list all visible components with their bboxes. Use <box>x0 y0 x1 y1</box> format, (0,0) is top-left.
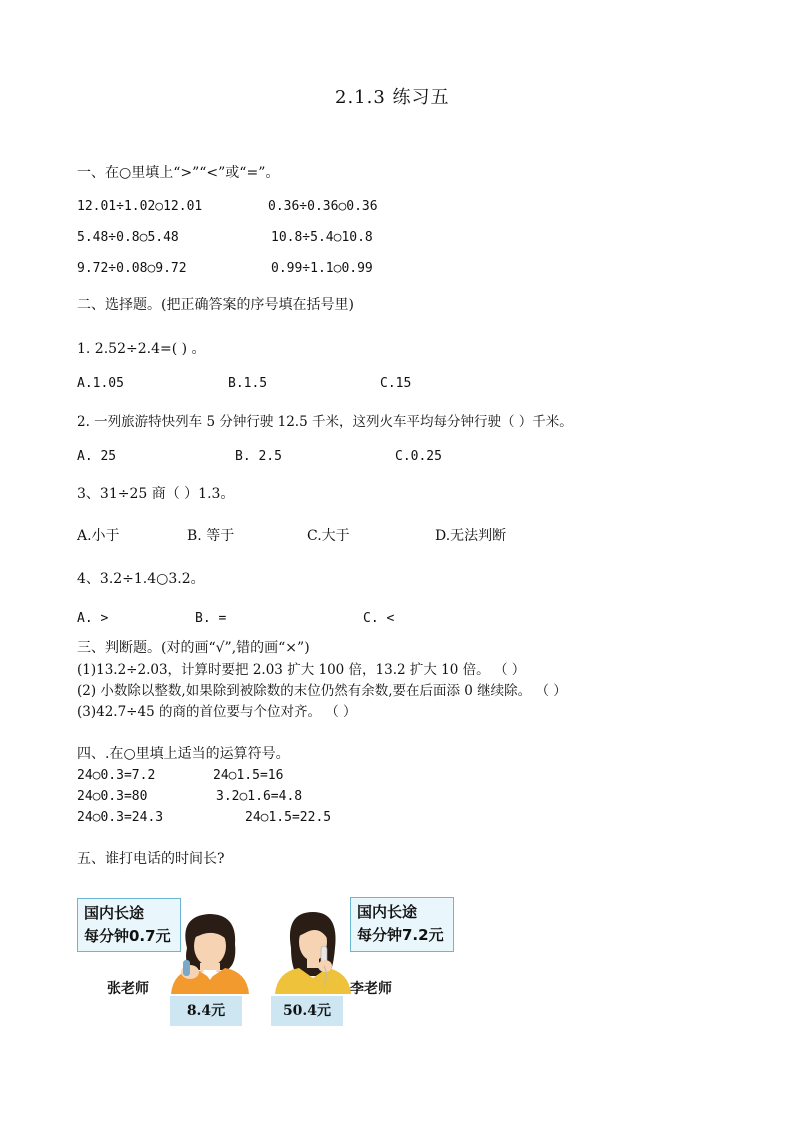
s4-expr: 3.2○1.6=4.8 <box>216 789 303 804</box>
question-4-stem: 4、3.2÷1.4○3.2。 <box>77 571 205 587</box>
judgment-item: (3)42.7÷45 的商的首位要与个位对齐。 （ ） <box>77 704 357 720</box>
s1-expr: 5.48÷0.8○5.48 <box>77 230 179 245</box>
s4-expr: 24○1.5=22.5 <box>245 810 332 825</box>
s4-expr: 24○1.5=16 <box>213 768 284 783</box>
option: A. > <box>77 611 109 626</box>
option: A. 25 <box>77 449 117 464</box>
s1-expr: 0.99÷1.1○0.99 <box>271 261 373 276</box>
option: A.小于 <box>77 528 120 544</box>
option: C.0.25 <box>395 449 442 464</box>
option: C.15 <box>380 376 412 391</box>
rate-box-left-line1: 国内长途 <box>84 904 145 922</box>
page-title: 2.1.3 练习五 <box>335 87 450 108</box>
s1-expr: 10.8÷5.4○10.8 <box>271 230 373 245</box>
option: B. = <box>195 611 227 626</box>
question-3-stem: 3、31÷25 商（ ）1.3。 <box>77 486 235 502</box>
s4-expr: 24○0.3=80 <box>77 789 148 804</box>
teacher-zhang-name: 张老师 <box>107 981 149 997</box>
section-2-heading: 二、选择题。(把正确答案的序号填在括号里) <box>77 297 354 313</box>
section-3-heading: 三、判断题。(对的画“√”,错的画“×”) <box>77 640 310 656</box>
s4-expr: 24○0.3=24.3 <box>77 810 164 825</box>
question-2-stem: 2. 一列旅游特快列车 5 分钟行驶 12.5 千米，这列火车平均每分钟行驶（ ）千米。 <box>77 414 573 430</box>
s1-expr: 12.01÷1.02○12.01 <box>77 199 203 214</box>
option: D.无法判断 <box>435 528 507 544</box>
option: B. 2.5 <box>235 449 282 464</box>
s4-expr: 24○0.3=7.2 <box>77 768 156 783</box>
teacher-zhang-cost: 8.4元 <box>170 996 242 1026</box>
rate-box-left-line2: 每分钟0.7元 <box>84 927 171 945</box>
option: C. < <box>363 611 395 626</box>
question-1-stem: 1. 2.52÷2.4=( ) 。 <box>77 341 206 357</box>
teacher-li-name: 李老师 <box>350 981 392 997</box>
judgment-item: (2) 小数除以整数,如果除到被除数的末位仍然有余数,要在后面添 0 继续除。 （ ） <box>77 683 567 699</box>
s1-expr: 0.36÷0.36○0.36 <box>268 199 378 214</box>
option: C.大于 <box>307 528 350 544</box>
section-1-heading: 一、在○里填上“>”“<”或“=”。 <box>77 165 280 181</box>
option: A.1.05 <box>77 376 124 391</box>
section-4-heading: 四、.在○里填上适当的运算符号。 <box>77 746 290 762</box>
rate-box-right <box>350 897 454 952</box>
rate-box-right-line2: 每分钟7.2元 <box>357 926 444 944</box>
rate-box-right-line1: 国内长途 <box>357 903 418 921</box>
judgment-item: (1)13.2÷2.03，计算时要把 2.03 扩大 100 倍，13.2 扩大 10 倍。 （ ） <box>77 662 526 678</box>
teacher-li-illustration <box>273 906 353 994</box>
teacher-li-cost: 50.4元 <box>271 996 343 1026</box>
section-5-heading: 五、谁打电话的时间长? <box>77 851 225 867</box>
option: B.1.5 <box>228 376 268 391</box>
teacher-zhang-illustration <box>165 908 255 994</box>
s1-expr: 9.72÷0.08○9.72 <box>77 261 187 276</box>
option: B. 等于 <box>187 528 235 544</box>
